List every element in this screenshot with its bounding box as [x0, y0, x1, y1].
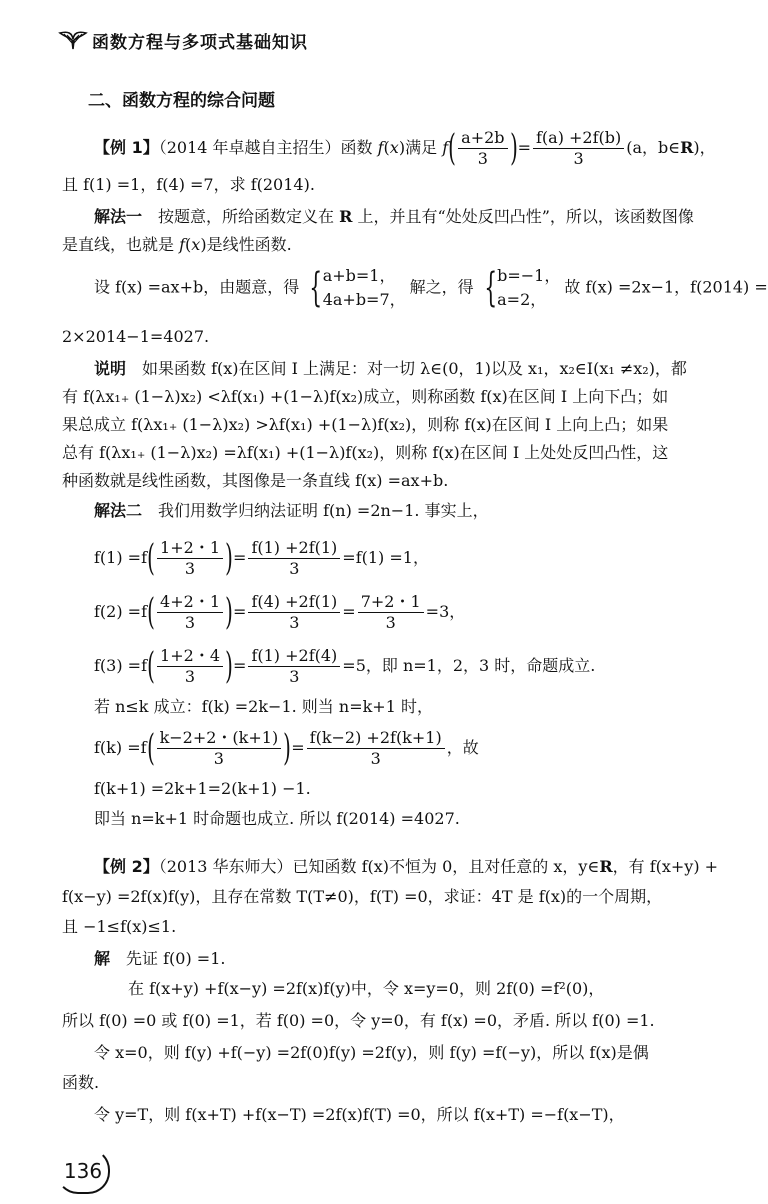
fraction: $\frac{f(1) +2f(1)}{3}$	[248, 538, 340, 579]
solution2-line4: 令 x=0，则 f(y) +f(−y) =2f(0)f(y) =2f(y)，则 f(y) =f(−y)，所以 f(x)是偶	[94, 1043, 649, 1062]
note-line2: 有 f(λx₁₊ (1−λ)x₂) <λf(x₁) +(1−λ)f(x₂)成立，则称函数 f(x)在区间 I 上向下凸；如	[62, 387, 669, 406]
winged-book-icon	[58, 27, 88, 53]
method2-eq1: f(1) =f( $\frac{1+2・1}{3}$ )= $\frac{f(1) +2f(1)}{3}$ =f(1) =1，	[94, 537, 429, 579]
example2-line2: f(x−y) =2f(x)f(y)，且存在常数 T(T≠0)，f(T) =0，求证：4T 是 f(x)的一个周期，	[62, 887, 663, 906]
fraction: $\frac{1+2・4}{3}$	[157, 646, 223, 687]
fraction: $\frac{k-2+2・(k+1)}{3}$	[157, 728, 282, 769]
fraction: $\frac{a+2b}{3}$	[458, 128, 507, 169]
note-line5: 种函数就是线性函数，其图像是一条直线 f(x) =ax+b.	[62, 471, 449, 490]
fraction: $\frac{f(k-2) +2f(k+1)}{3}$	[307, 728, 445, 769]
running-head	[58, 20, 308, 60]
method1-line2: 是直线，也就是 f(x)是线性函数.	[62, 235, 292, 254]
fraction: $\frac{f(4) +2f(1)}{3}$	[248, 592, 340, 633]
solution2-line2: 在 f(x+y) +f(x−y) =2f(x)f(y)中，令 x=y=0，则 2f(0) =f²(0)，	[128, 979, 605, 998]
method2-eq4: f(k) =f( $\frac{k-2+2・(k+1)}{3}$ )= $\frac{f(k-2) +2f(k+1)}{3}$ ，故	[94, 727, 479, 769]
method1-result: 2×2014−1=4027.	[62, 327, 210, 346]
note-label: 说明	[94, 359, 127, 378]
fraction: $\frac{7+2・1}{3}$	[358, 592, 424, 633]
equation-system: { a+b=1， 4a+b=7，	[309, 265, 406, 311]
note-line1: 说明 如果函数 f(x)在区间 I 上满足：对一切 λ∈(0，1)以及 x₁，x₂∈I(x₁ ≠x₂)，都	[94, 359, 687, 378]
method2-eq3: f(3) =f( $\frac{1+2・4}{3}$ )= $\frac{f(1) +2f(4)}{3}$ =5，即 n=1，2，3 时，命题成立.	[94, 645, 596, 687]
solution2-line6: 令 y=T，则 f(x+T) +f(x−T) =2f(x)f(T) =0，所以 f(x+T) =−f(x−T)，	[94, 1105, 625, 1124]
method2-conclusion: 即当 n=k+1 时命题也成立. 所以 f(2014) =4027.	[94, 809, 460, 828]
method2-eq5: f(k+1) =2k+1=2(k+1) −1.	[94, 779, 311, 798]
method2-hypothesis: 若 n≤k 成立：f(k) =2k−1. 则当 n=k+1 时，	[94, 697, 433, 716]
method2-eq2: f(2) =f( $\frac{4+2・1}{3}$ )= $\frac{f(4) +2f(1)}{3}$ = $\frac{7+2・1}{3}$ =3，	[94, 591, 466, 633]
solution2-line3: 所以 f(0) =0 或 f(0) =1，若 f(0) =0，令 y=0，有 f(x) =0，矛盾. 所以 f(0) =1.	[62, 1011, 655, 1030]
page-number: 136	[56, 1148, 110, 1194]
example1-label: 【例 1】	[94, 138, 159, 157]
fraction: $\frac{f(a) +2f(b)}{3}$	[533, 128, 624, 169]
example2-line3: 且 −1≤f(x)≤1.	[62, 917, 177, 936]
example2-label: 【例 2】	[94, 857, 159, 876]
solution2-label: 解	[94, 949, 111, 968]
example1-statement: 【例 1】（2014 年卓越自主招生）函数 f(x)满足 f( $\frac{a+2b}{3}$ )= $\frac{f(a) +2f(b)}{3}$ (a，b∈R)，	[94, 127, 716, 169]
solution2-line5: 函数.	[62, 1073, 100, 1092]
example1-line2: 且 f(1) =1，f(4) =7，求 f(2014).	[62, 175, 315, 194]
fraction: $\frac{f(1) +2f(4)}{3}$	[248, 646, 340, 687]
note-line3: 果总成立 f(λx₁₊ (1−λ)x₂) >λf(x₁) +(1−λ)f(x₂)，则称 f(x)在区间 I 上向上凸；如果	[62, 415, 669, 434]
method2-label: 解法二	[94, 501, 143, 520]
method2-intro: 解法二 我们用数学归纳法证明 f(n) =2n−1. 事实上，	[94, 501, 489, 520]
example2-line1: 【例 2】（2013 华东师大）已知函数 f(x)不恒为 0，且对任意的 x，y∈R，有 f(x+y) +	[94, 857, 719, 876]
note-line4: 总有 f(λx₁₊ (1−λ)x₂) =λf(x₁) +(1−λ)f(x₂)，则称 f(x)在区间 I 上处处反凹凸性，这	[62, 443, 669, 462]
fraction: $\frac{1+2・1}{3}$	[157, 538, 223, 579]
method1-setup: 设 f(x) =ax+b，由题意，得 { a+b=1， 4a+b=7， 解之，得 { b=−1， a=2， 故 f(x) =2x−1，f(2014) =	[94, 265, 768, 311]
equation-system: { b=−1， a=2，	[484, 265, 561, 311]
fraction: $\frac{4+2・1}{3}$	[157, 592, 223, 633]
section-title: 二、函数方程的综合问题	[88, 91, 275, 111]
method1-line1: 解法一 按题意，所给函数定义在 R 上，并且有“处处反凹凸性”，所以，该函数图像	[94, 207, 694, 226]
solution2-line1: 解 先证 f(0) =1.	[94, 949, 226, 968]
running-head-title: 函数方程与多项式基础知识	[92, 32, 308, 53]
method1-label: 解法一	[94, 207, 143, 226]
